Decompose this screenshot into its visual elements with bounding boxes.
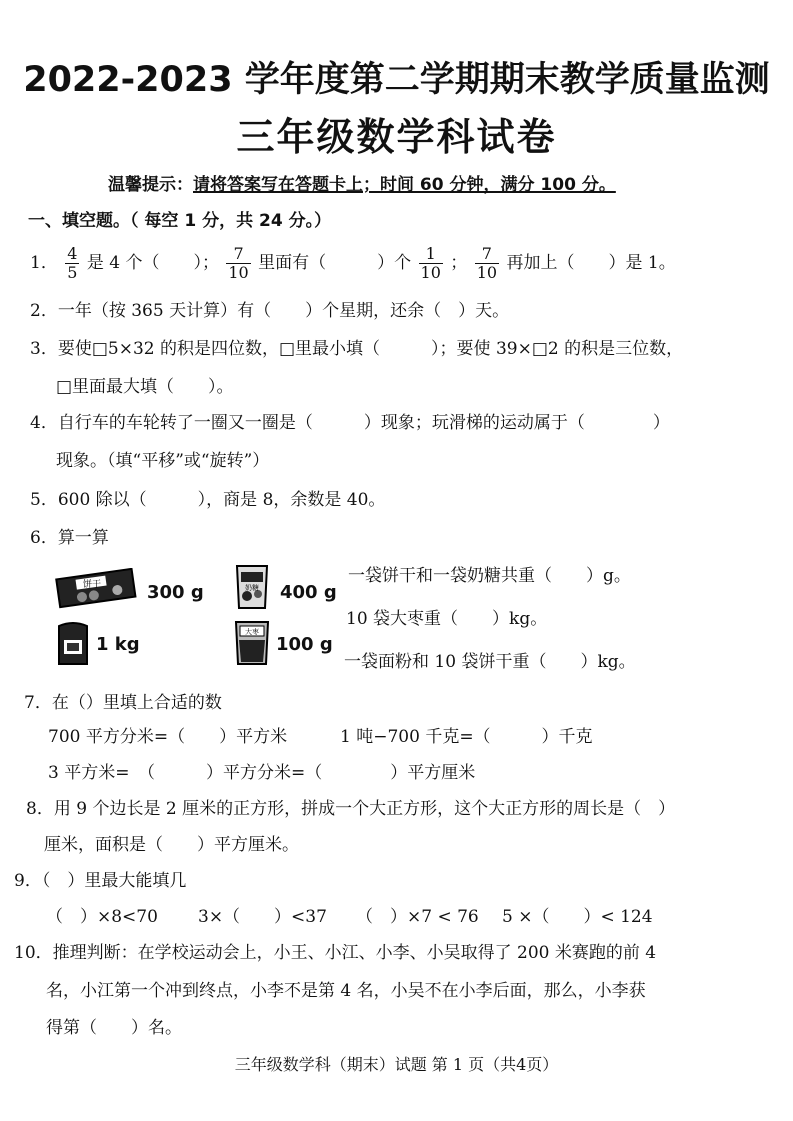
question-number: 5． [30, 490, 58, 510]
tip-line [108, 170, 616, 195]
question-text: 要使□5×32 的积是四位数，□里最小填（ ）；要使 39×□2 的积是三位数， [57, 339, 684, 359]
question-text: 600 除以（ ），商是 8，余数是 40。 [57, 490, 386, 510]
dates-weight: 100 g [276, 634, 333, 655]
question-title: （ ）里最大能填几 [41, 871, 187, 891]
question-number: 4． [30, 413, 58, 433]
question-number: 9． [14, 871, 42, 891]
question-text: 里面有（ ）个 [258, 253, 412, 273]
q9-item: 5 ×（ ）< 124 [502, 907, 653, 927]
question-number: 3． [30, 339, 58, 359]
q9-item: （ ）×8<70 [46, 907, 158, 927]
dates-bag-icon [233, 618, 271, 666]
question-3-line2: □里面最大填（ ）。 [56, 377, 234, 397]
biscuit-weight: 300 g [147, 582, 204, 603]
section-heading: 一、填空题。（ 每空 1 分，共 24 分。） [28, 211, 332, 231]
question-number: 1． [30, 253, 58, 273]
svg-text:奶糖: 奶糖 [245, 584, 259, 592]
q7-item-c: 3 平方米= （ ）平方分米=（ ）平方厘米 [48, 763, 476, 783]
q9-item: （ ）×7 < 76 [356, 907, 479, 927]
question-text: 推理判断：在学校运动会上，小王、小江、小李、小吴取得了 200 米赛跑的前 4 [52, 943, 657, 963]
question-text: 是 4 个（ ）； [86, 253, 219, 273]
fraction: $\frac{1}{10}$ [420, 244, 441, 282]
question-2 [30, 296, 509, 321]
q6-subquestion-1: 一袋饼干和一袋奶糖共重（ ）g。 [348, 566, 631, 586]
question-1 [30, 245, 676, 282]
tip-label: 温馨提示： [108, 175, 193, 195]
question-title: 算一算 [57, 528, 109, 548]
q6-subquestion-3: 一袋面粉和 10 袋饼干重（ ）kg。 [344, 652, 636, 672]
fraction: $\frac{7}{10}$ [476, 244, 498, 282]
question-number: 8． [26, 799, 54, 819]
question-text: 再加上（ ）是 1。 [506, 253, 676, 273]
q7-item-b: 1 吨−700 千克=（ ）千克 [340, 727, 593, 747]
fraction: $\frac{7}{10}$ [228, 244, 249, 282]
question-4-line2: 现象。（填“平移”或“旋转”） [56, 451, 270, 471]
q6-subquestion-2: 10 袋大枣重（ ）kg。 [346, 609, 548, 629]
question-10-line3: 得第（ ）名。 [46, 1018, 182, 1038]
flour-weight: 1 kg [96, 634, 140, 655]
question-text: 一年（按 365 天计算）有（ ）个星期，还余（ ）天。 [57, 301, 510, 321]
question-8 [26, 794, 675, 819]
q9-item: 3×（ ）<37 [198, 907, 327, 927]
question-number: 7． [24, 693, 52, 713]
candy-bag-icon [233, 562, 271, 610]
svg-text:饼干: 饼干 [82, 580, 102, 590]
exam-subtitle: 三年级数学科试卷 [236, 115, 557, 159]
question-text: 自行车的车轮转了一圈又一圈是（ ）现象；玩滑梯的运动属于（ ） [57, 413, 670, 433]
flour-bag-icon [55, 620, 91, 666]
question-7 [24, 688, 222, 713]
question-text: 用 9 个边长是 2 厘米的正方形，拼成一个大正方形，这个大正方形的周长是（ ） [53, 799, 676, 819]
question-8-line2: 厘米，面积是（ ）平方厘米。 [44, 835, 299, 855]
question-number: 10． [14, 943, 53, 963]
svg-text:大枣: 大枣 [245, 628, 259, 636]
candy-weight: 400 g [280, 582, 337, 603]
question-text: ； [450, 253, 468, 273]
question-5 [30, 485, 385, 510]
question-4 [30, 408, 670, 433]
question-number: 2． [30, 301, 58, 321]
question-10 [14, 938, 656, 963]
q7-item-a: 700 平方分米=（ ）平方米 [48, 727, 288, 747]
page-footer: 三年级数学科（期末）试题 第 1 页（共4页） [234, 1055, 559, 1074]
question-9 [14, 866, 186, 891]
question-3 [30, 334, 683, 359]
exam-title: 2022-2023 学年度第二学期期末教学质量监测 [23, 60, 770, 100]
question-6 [30, 523, 109, 548]
question-number: 6． [30, 528, 58, 548]
biscuit-bag-icon [55, 568, 137, 610]
fraction: $\frac{4}{5}$ [67, 244, 78, 282]
question-title: 在（）里填上合适的数 [51, 693, 222, 713]
question-10-line2: 名，小江第一个冲到终点，小李不是第 4 名，小吴不在小李后面，那么，小李获 [46, 981, 646, 1001]
tip-text: 请将答案写在答题卡上；时间 60 分钟，满分 100 分。 [193, 175, 616, 195]
